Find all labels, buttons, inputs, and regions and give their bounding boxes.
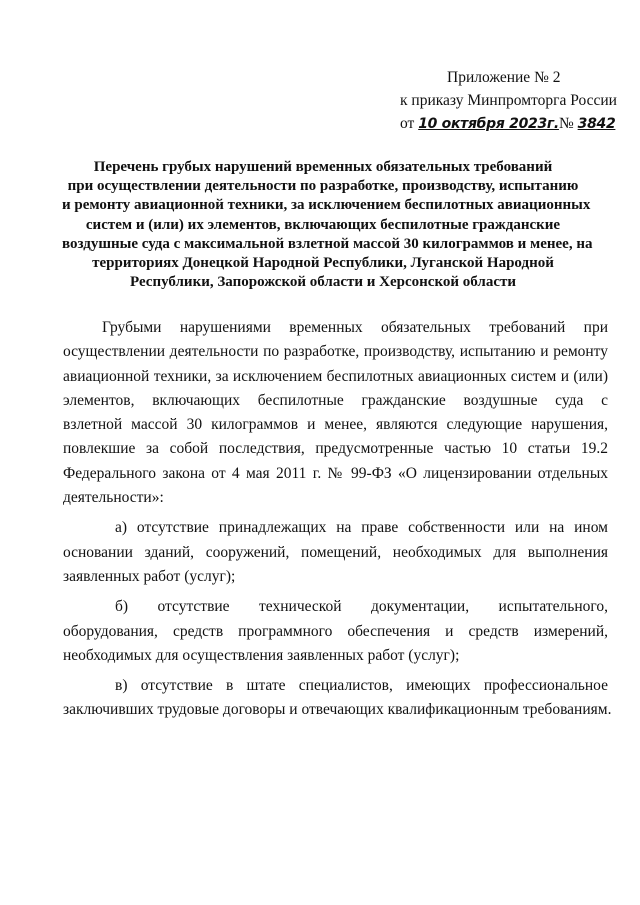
body-line: повлекшие за собой последствия, предусмотренные частью 10 статьи 19.2 <box>63 440 608 458</box>
body-line: а) отсутствие принадлежащих на праве собственности или на ином <box>115 519 608 537</box>
body-line: Грубыми нарушениями временных обязательных требований при <box>102 319 608 336</box>
body-line: заключивших трудовые договоры и отвечающих квалификационным требованиям. <box>63 701 612 719</box>
body-line: основании зданий, сооружений, помещений, необходимых для выполнения <box>63 543 608 561</box>
appendix-block <box>400 66 625 136</box>
list-item-b <box>63 595 608 668</box>
body-line: деятельности»: <box>63 489 164 507</box>
body-line: в) отсутствие в штате специалистов, имеющих профессиональное <box>115 677 608 695</box>
body-line: б) отсутствие технической документации, испытательного, <box>115 598 608 616</box>
body-line: авиационной техники, за исключением беспилотных авиационных систем и (или) <box>63 367 608 385</box>
handwritten-date: 10 октября 2023г. <box>418 116 559 132</box>
body-line: оборудования, средств программного обеспечения и средств измерений, <box>63 622 608 640</box>
body-line: осуществлении деятельности по разработке, производству, испытанию и ремонту <box>63 343 608 361</box>
heading-line: систем и (или) их элементов, включающих беспилотные гражданские <box>85 216 561 233</box>
body-line: необходимых для осуществления заявленных работ (услуг); <box>63 646 460 664</box>
order-reference: к приказу Минпромторга России <box>400 92 617 109</box>
body-line: элементов, включающих беспилотные гражданские воздушные суда с <box>63 391 608 409</box>
heading-line: при осуществлении деятельности по разработке, производству, испытанию <box>67 178 579 195</box>
list-item-a <box>63 516 608 589</box>
heading-line: Республики, Запорожской области и Херсонской области <box>129 274 516 291</box>
document-heading <box>62 158 593 292</box>
heading-line: территориях Донецкой Народной Республики, Луганской Народной <box>92 255 554 272</box>
appendix-title: Приложение № 2 <box>447 69 561 86</box>
handwritten-number: 3842 <box>577 116 616 132</box>
body-line: заявленных работ (услуг); <box>63 567 236 585</box>
heading-line: Перечень грубых нарушений временных обязательных требований <box>93 159 553 175</box>
date-prefix: от <box>400 115 415 132</box>
number-prefix: № <box>558 115 574 132</box>
list-item-c <box>63 674 612 723</box>
body-line: взлетной массой 30 килограммов и менее, являются следующие нарушения, <box>63 416 608 434</box>
body-line: Федерального закона от 4 мая 2011 г. № 99-ФЗ «О лицензировании отдельных <box>63 464 608 482</box>
heading-line: воздушные суда с максимальной взлетной массой 30 килограммов и менее, на <box>62 235 593 252</box>
intro-paragraph <box>63 316 608 510</box>
document-body <box>63 316 612 723</box>
order-date-line <box>400 112 625 136</box>
heading-line: и ремонту авиационной техники, за исключением беспилотных авиационных <box>62 197 591 214</box>
